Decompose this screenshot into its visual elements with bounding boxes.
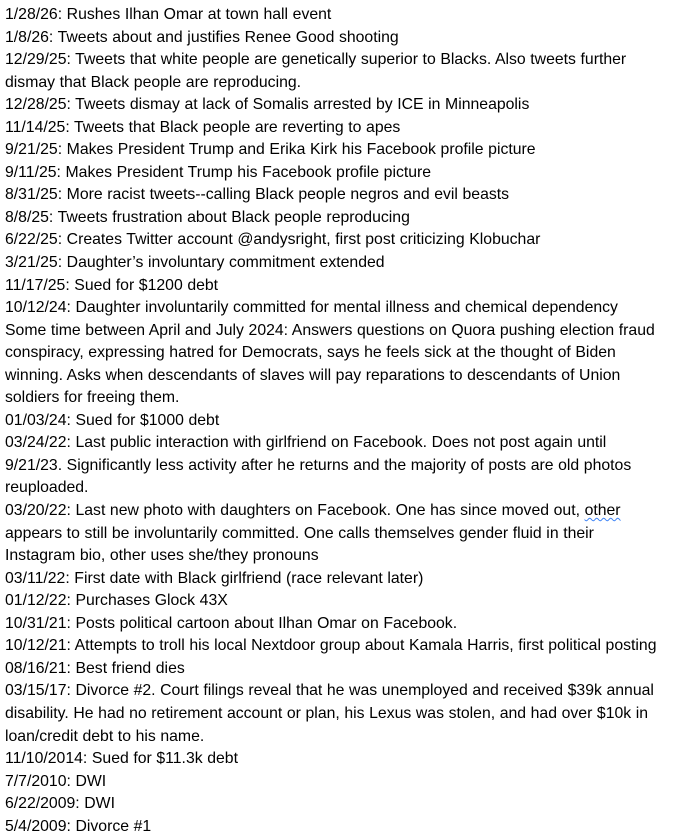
timeline-entry: [5, 207, 664, 230]
timeline-entry: [5, 635, 664, 658]
entry-text: 1/28/26: Rushes Ilhan Omar at town hall event: [5, 6, 332, 23]
timeline-entry: [5, 658, 664, 681]
timeline-entry: [5, 320, 664, 410]
entry-text: 08/16/21: Best friend dies: [5, 659, 185, 677]
entry-text: 7/7/2010: DWI: [5, 772, 107, 790]
entry-text: 12/28/25: Tweets dismay at lack of Somalis arrested by ICE in Minneapolis: [5, 96, 530, 114]
timeline-entry: [5, 680, 664, 748]
timeline-entry: [5, 613, 664, 636]
entry-text: 10/12/24: Daughter involuntarily committed for mental illness and chemical dependency: [5, 299, 618, 317]
timeline-entry: [5, 432, 664, 500]
entry-text: 9/21/25: Makes President Trump and Erika Kirk his Facebook profile picture: [5, 141, 536, 159]
timeline-entry: [5, 590, 664, 613]
entry-text: 5/4/2009: Divorce #1: [5, 817, 152, 835]
timeline-entry: [5, 793, 664, 816]
entry-text: 9/11/25: Makes President Trump his Facebook profile picture: [5, 163, 432, 181]
entry-text: 11/10/2014: Sued for $11.3k debt: [5, 750, 238, 768]
timeline-entry: [5, 139, 664, 162]
entry-text: 11/17/25: Sued for $1200 debt: [5, 276, 219, 294]
entry-text: 8/8/25: Tweets frustration about Black people reproducing: [5, 208, 410, 226]
entry-text: 6/22/25: Creates Twitter account @andysright, first post criticizing Klobuchar: [5, 231, 541, 249]
timeline-entry: [5, 49, 664, 94]
timeline-entry: [5, 771, 664, 794]
timeline-entry: [5, 252, 664, 275]
timeline-entry: [5, 275, 664, 298]
timeline-entry: [5, 816, 664, 838]
entry-text: Some time between April and July 2024: Answers questions on Quora pushing election fraud conspiracy, expressing hatred for Democrats, says he feels sick at the thought of Biden winning. Asks when descendants of slaves will pay reparations to descendants of Union soldiers for freeing them.: [5, 321, 655, 407]
entry-text: 01/03/24: Sued for $1000 debt: [5, 411, 220, 429]
grammar-suggestion-word: other: [584, 502, 621, 520]
entry-text: appears to still be involuntarily committed. One calls themselves gender fluid in their Instagram bio, other uses she/they pronouns: [5, 524, 594, 565]
timeline-entry: [5, 568, 664, 591]
timeline-entry: [5, 410, 664, 433]
timeline-entry: [5, 748, 664, 771]
entry-text: 12/29/25: Tweets that white people are genetically superior to Blacks. Also tweets further dismay that Black people are reproducing.: [5, 51, 627, 91]
timeline-entry: [5, 117, 664, 140]
entry-text: 03/20/22: Last new photo with daughters on Facebook. One has since moved out,: [5, 502, 585, 520]
timeline-entry: [5, 162, 664, 185]
entry-text: 3/21/25: Daughter’s involuntary commitment extended: [5, 254, 385, 272]
entry-text: 10/12/21: Attempts to troll his local Nextdoor group about Kamala Harris, first political posting: [5, 637, 657, 655]
entry-text: 03/15/17: Divorce #2. Court filings reveal that he was unemployed and received $39k annual disability. He had no retirement account or plan, his Lexus was stolen, and had over $10k in loan/credit debt to his name.: [5, 682, 654, 745]
entry-text: 1/8/26: Tweets about and justifies Renee Good shooting: [5, 28, 399, 46]
entry-text: 8/31/25: More racist tweets--calling Black people negros and evil beasts: [5, 186, 510, 204]
timeline-entry: [5, 500, 664, 568]
entry-text: 10/31/21: Posts political cartoon about Ilhan Omar on Facebook.: [5, 614, 458, 632]
timeline-entry: [5, 297, 664, 320]
entry-text: 6/22/2009: DWI: [5, 795, 115, 813]
timeline-entry: [5, 27, 664, 50]
entry-text: 11/14/25: Tweets that Black people are reverting to apes: [5, 118, 401, 136]
timeline-entry: [5, 94, 664, 117]
timeline-entry: [5, 229, 664, 252]
timeline-entry: [5, 4, 664, 27]
timeline-entry: [5, 184, 664, 207]
entry-text: 03/24/22: Last public interaction with girlfriend on Facebook. Does not post again until 9/21/23. Significantly less activity after he returns and the majority of posts are old photos reuploaded.: [5, 434, 632, 497]
entry-text: 01/12/22: Purchases Glock 43X: [5, 592, 228, 610]
entry-text: 03/11/22: First date with Black girlfriend (race relevant later): [5, 569, 424, 587]
